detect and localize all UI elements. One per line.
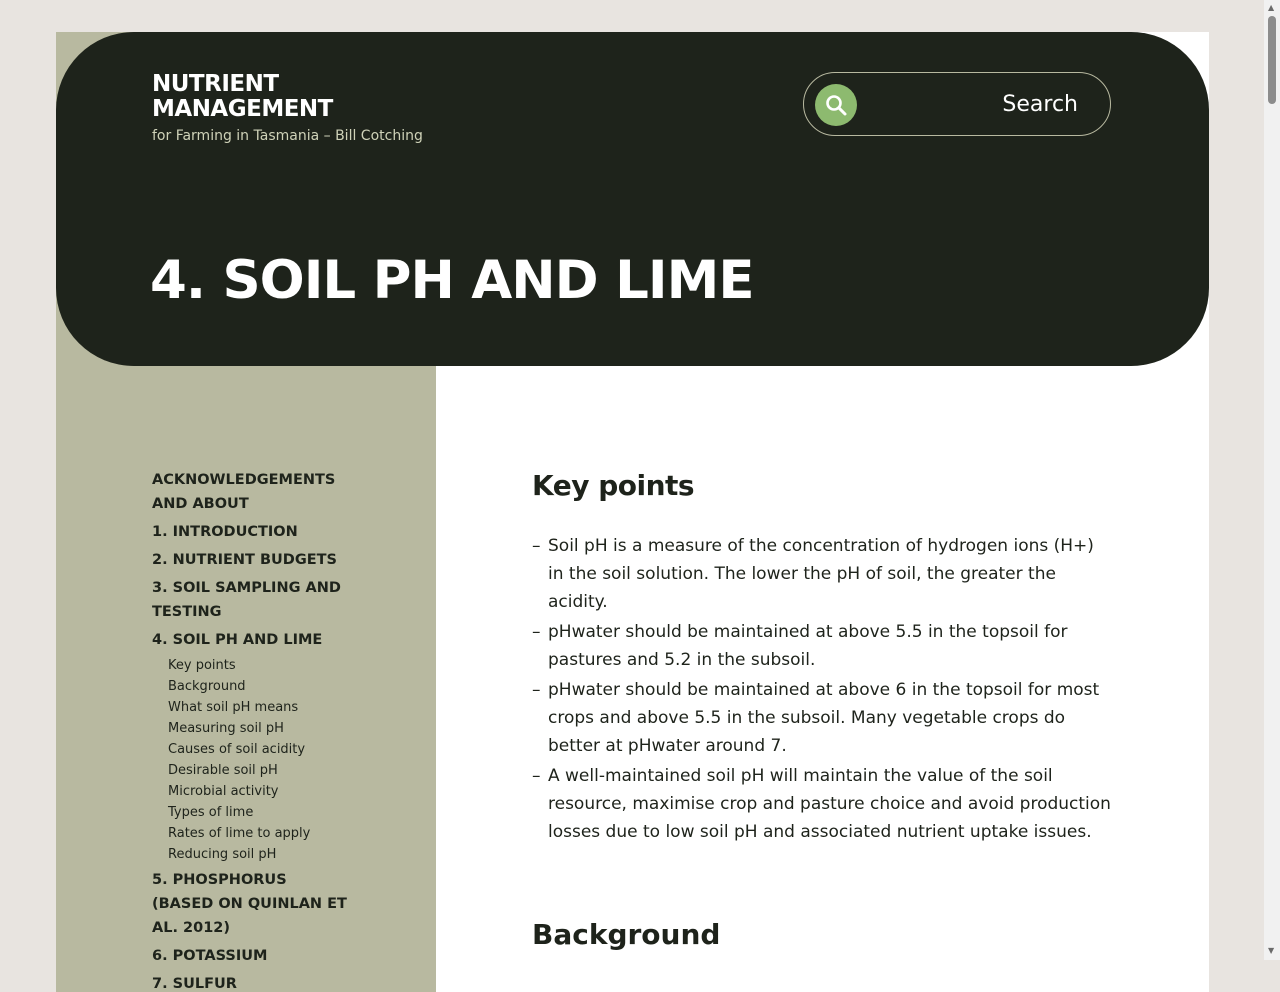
list-item: – Soil pH is a measure of the concentration of hydrogen ions (H+) in the soil solution. The lower the pH of soil, the greater the acidity. [532,532,1112,616]
sidebar-item-sulfur[interactable]: 7. SULFUR [152,976,237,992]
list-item: – A well-maintained soil pH will maintain the value of the soil resource, maximise crop and pasture choice and avoid production losses due to low soil pH and associated nutrient uptake issues. [532,762,1112,846]
key-points-list [532,532,1112,846]
sidebar-subitem-rates-of-lime[interactable]: Rates of lime to apply [168,826,311,841]
sidebar-subnav [152,655,352,865]
sidebar-subitem-background[interactable]: Background [168,679,246,694]
scroll-down-arrow-icon[interactable]: ▼ [1268,946,1275,955]
sidebar-item-acknowledgements[interactable]: ACKNOWLEDGEMENTS AND ABOUT [152,472,336,512]
sidebar-subitem-key-points[interactable]: Key points [168,658,236,673]
sidebar-item-nutrient-budgets[interactable]: 2. NUTRIENT BUDGETS [152,552,337,568]
search-icon [824,93,848,117]
key-points-heading: Key points [532,469,695,502]
sidebar-subitem-causes-of-soil-acidity[interactable]: Causes of soil acidity [168,742,306,757]
sidebar-subitem-measuring-soil-ph[interactable]: Measuring soil pH [168,721,284,736]
sidebar-item-phosphorus[interactable]: 5. PHOSPHORUS (BASED ON QUINLAN ET AL. 2012) [152,872,347,936]
scrollbar-thumb[interactable] [1268,16,1276,104]
sidebar-item-potassium[interactable]: 6. POTASSIUM [152,948,268,964]
background-heading: Background [532,918,721,951]
search-label[interactable]: Search [1002,92,1078,117]
site-title[interactable]: NUTRIENT MANAGEMENT [152,71,333,122]
sidebar-subitem-microbial-activity[interactable]: Microbial activity [168,784,279,799]
sidebar-item-introduction[interactable]: 1. INTRODUCTION [152,524,298,540]
sidebar-nav [152,468,352,992]
page-card [56,32,1209,992]
sidebar-subitem-reducing-soil-ph[interactable]: Reducing soil pH [168,847,277,862]
sidebar-subitem-what-soil-ph-means[interactable]: What soil pH means [168,700,299,715]
page-title: 4. SOIL PH AND LIME [150,250,754,311]
site-logo[interactable] [152,72,423,144]
site-subtitle: for Farming in Tasmania – Bill Cotching [152,128,423,144]
search-button[interactable] [815,84,857,126]
scrollbar[interactable] [1264,0,1280,960]
list-item: – pHwater should be maintained at above 6 in the topsoil for most crops and above 5.5 in the subsoil. Many vegetable crops do better at pHwater around 7. [532,676,1112,760]
sidebar-item-soil-sampling[interactable]: 3. SOIL SAMPLING AND TESTING [152,580,341,620]
scroll-up-arrow-icon[interactable]: ▲ [1268,3,1275,12]
list-item: – pHwater should be maintained at above 5.5 in the topsoil for pastures and 5.2 in the subsoil. [532,618,1112,674]
sidebar-item-soil-ph-and-lime[interactable]: 4. SOIL PH AND LIME [152,632,323,648]
sidebar-subitem-types-of-lime[interactable]: Types of lime [168,805,254,820]
site-header [56,32,1209,366]
sidebar-subitem-desirable-soil-ph[interactable]: Desirable soil pH [168,763,278,778]
main-content [532,469,1112,952]
search-box[interactable] [803,72,1111,136]
